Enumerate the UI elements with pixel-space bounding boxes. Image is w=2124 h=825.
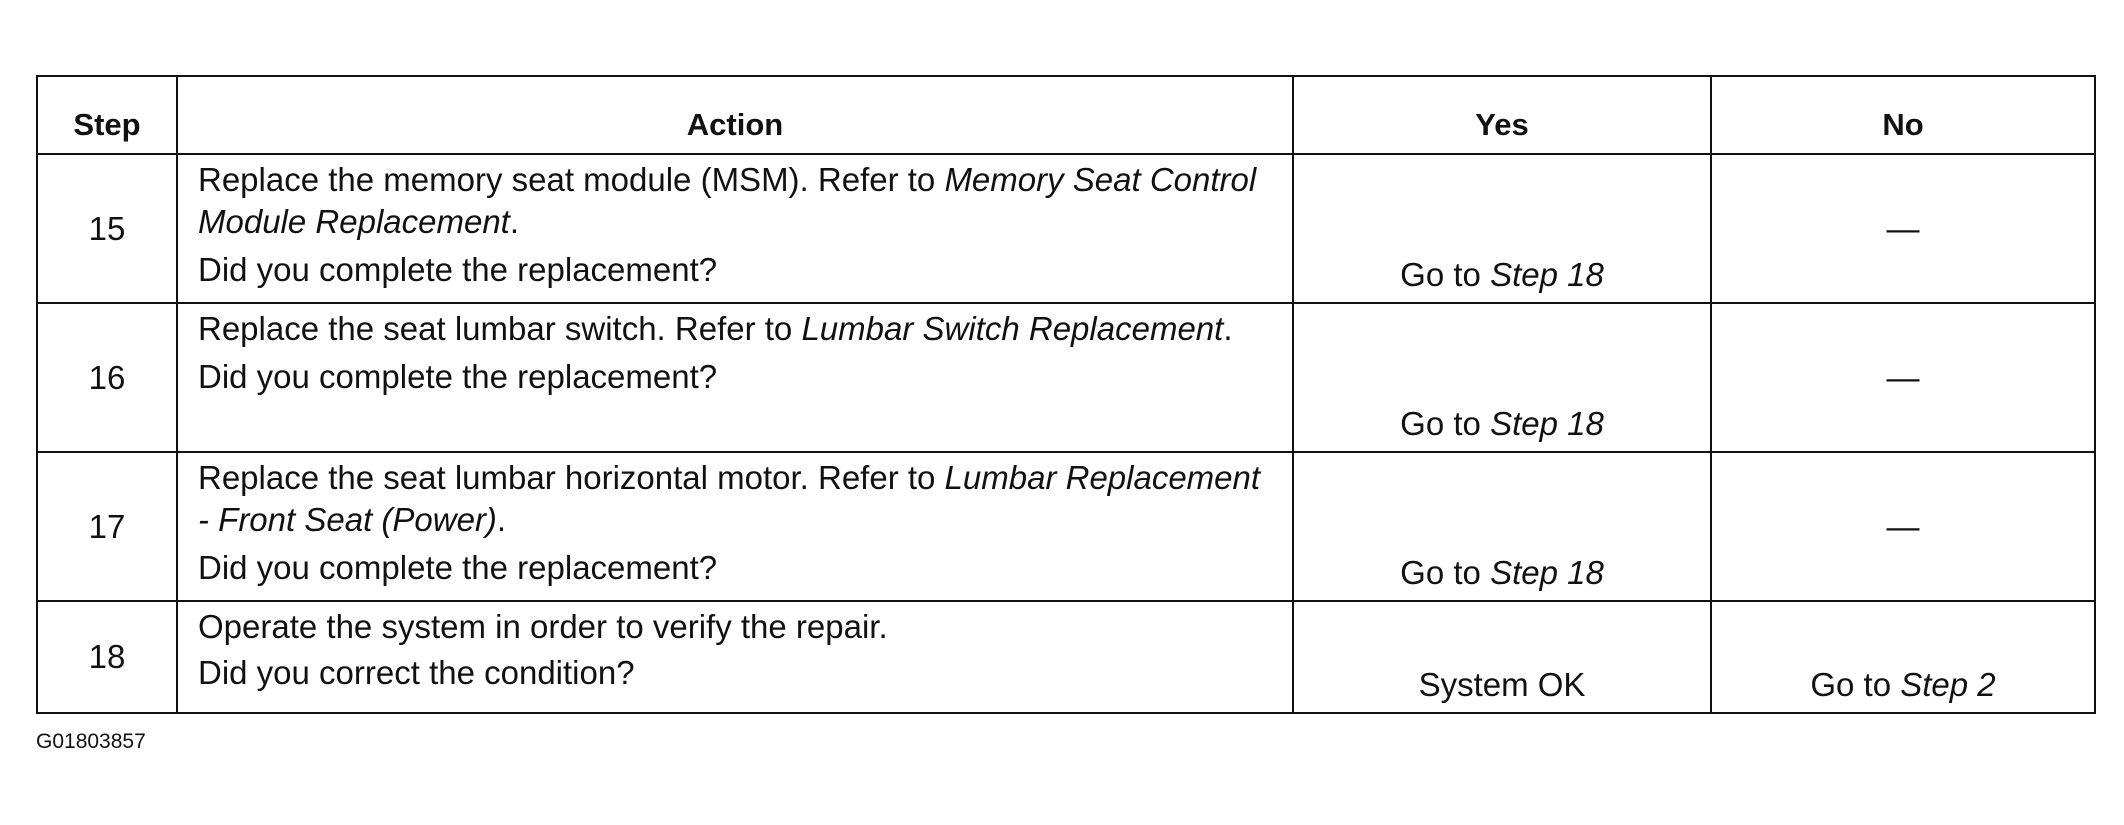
step-number: 18 [37, 601, 177, 713]
action-question: Did you complete the replacement? [198, 549, 718, 586]
action-question: Did you complete the replacement? [198, 251, 718, 288]
action-instruction: Operate the system in order to verify the repair. [198, 608, 888, 645]
action-punctuation: . [509, 203, 520, 240]
action-punctuation: . [496, 501, 507, 538]
action-reference: Lumbar Replacement - Front Seat (Power) [198, 459, 1261, 538]
yes-step-reference: Step 18 [1490, 554, 1604, 591]
action-reference: Memory Seat Control Module Replacement [198, 161, 1257, 240]
action-question: Did you complete the replacement? [198, 358, 718, 395]
header-action: Action [177, 76, 1293, 154]
yes-prefix: Go to [1400, 405, 1491, 442]
yes-prefix: Go to [1400, 554, 1491, 591]
yes-cell: System OK [1293, 601, 1711, 713]
step-number: 17 [37, 452, 177, 601]
table-row-step-16 [37, 303, 2095, 452]
action-text [198, 457, 1278, 541]
action-cell [177, 154, 1293, 303]
yes-cell [1293, 154, 1711, 303]
figure-id-caption: G01803857 [36, 730, 146, 753]
action-punctuation: . [1223, 310, 1233, 347]
yes-cell [1293, 452, 1711, 601]
no-step-reference: Step 2 [1900, 666, 1996, 703]
table-row-step-15 [37, 154, 2095, 303]
yes-step-reference: Step 18 [1490, 256, 1604, 293]
action-reference: Lumbar Switch Replacement [801, 310, 1224, 347]
action-question: Did you correct the condition? [198, 654, 635, 691]
action-cell [177, 452, 1293, 601]
no-cell [1711, 601, 2095, 713]
no-cell: — [1711, 303, 2095, 452]
action-cell [177, 601, 1293, 713]
header-no: No [1711, 76, 2095, 154]
no-cell: — [1711, 154, 2095, 303]
yes-cell [1293, 303, 1711, 452]
table-row-step-17 [37, 452, 2095, 601]
action-instruction: Replace the seat lumbar switch. Refer to [198, 310, 802, 347]
table-header-row [37, 76, 2095, 154]
diagnostic-table-container [36, 75, 2094, 714]
step-number: 15 [37, 154, 177, 303]
no-cell: — [1711, 452, 2095, 601]
no-prefix: Go to [1810, 666, 1901, 703]
yes-step-reference: Step 18 [1490, 405, 1604, 442]
yes-prefix: Go to [1400, 256, 1491, 293]
header-step: Step [37, 76, 177, 154]
diagnostic-steps-table [36, 75, 2096, 714]
step-number: 16 [37, 303, 177, 452]
action-text [198, 308, 1278, 350]
action-cell [177, 303, 1293, 452]
action-instruction: Replace the seat lumbar horizontal motor. Refer to [198, 459, 945, 496]
table-row-step-18 [37, 601, 2095, 713]
action-text [198, 159, 1278, 243]
action-instruction: Replace the memory seat module (MSM). Refer to [198, 161, 945, 198]
header-yes: Yes [1293, 76, 1711, 154]
